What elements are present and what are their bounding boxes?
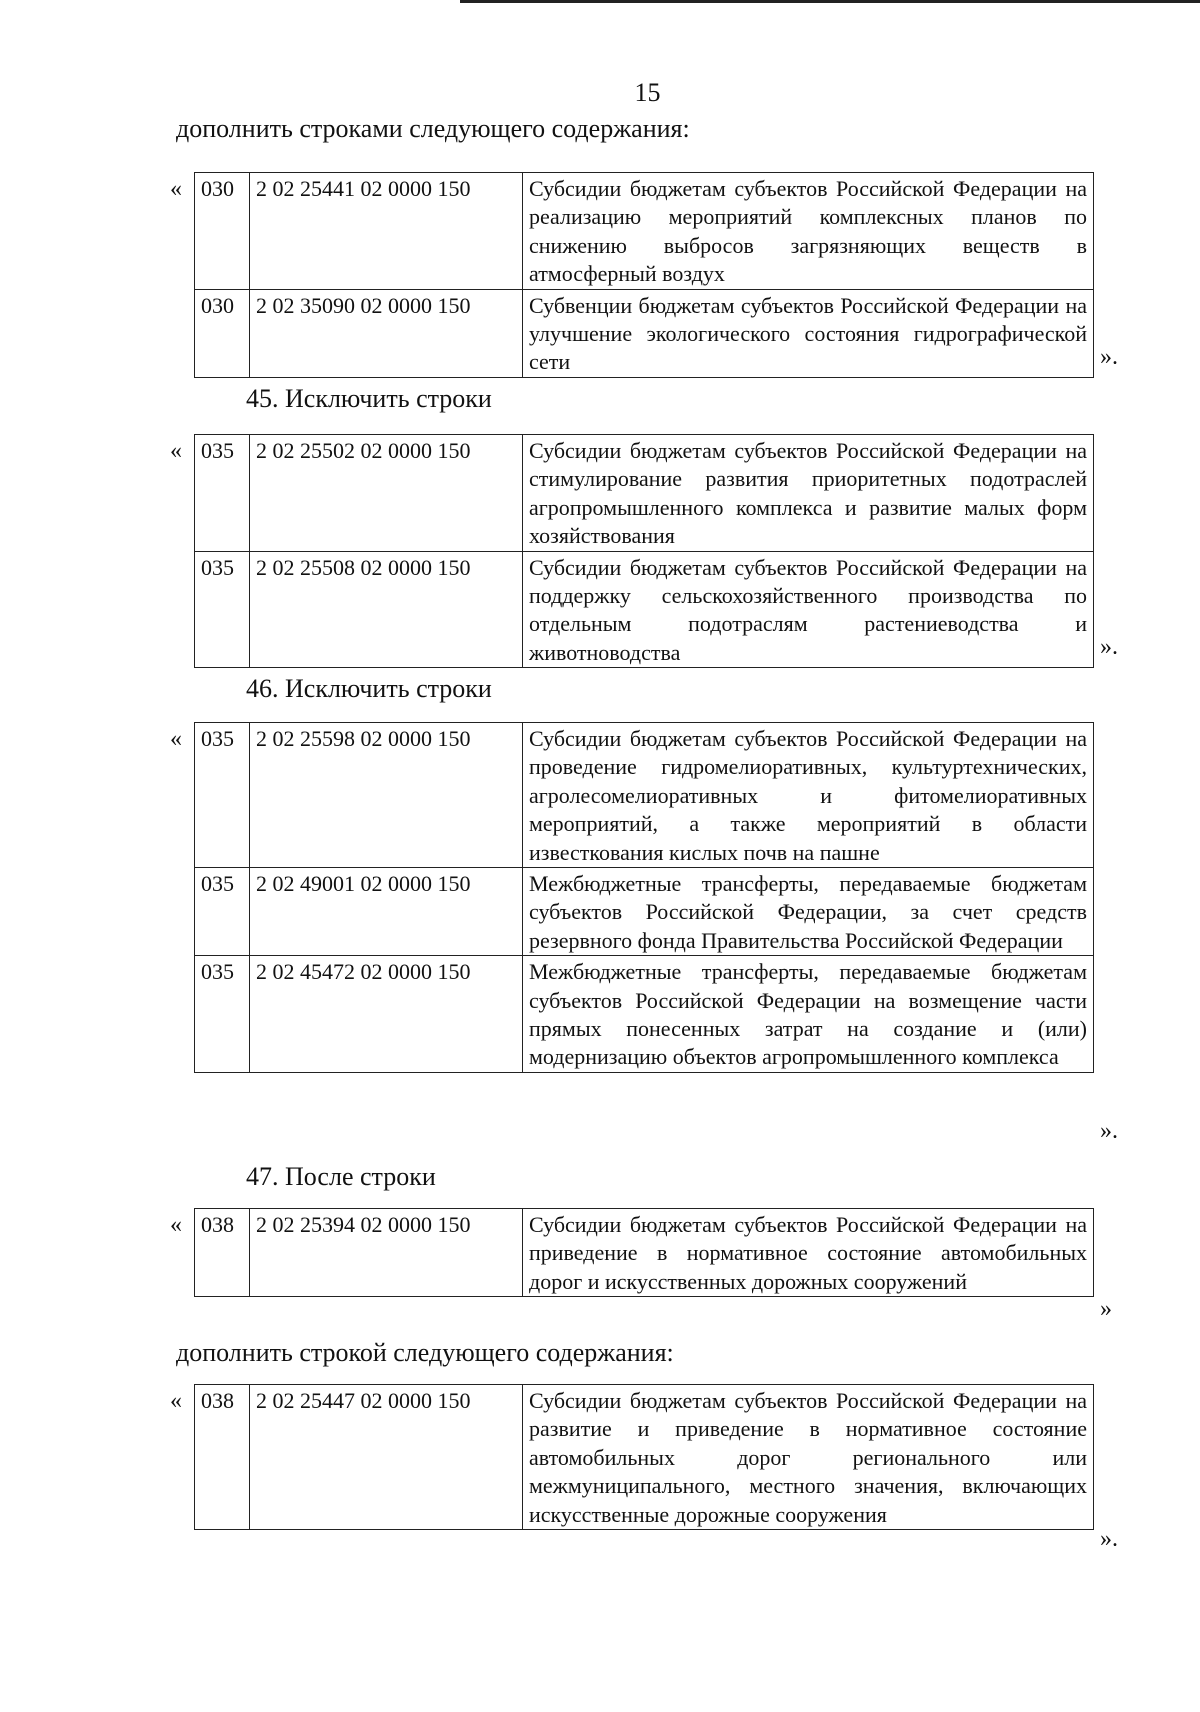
revenue-name: Межбюджетные трансферты, передаваемые бюджетам субъектов Российской Федерации на возмещение части прямых понесенных затрат на создание и (или) модернизацию объектов агропромышленного комплекса	[523, 956, 1094, 1073]
budget-code: 2 02 25394 02 0000 150	[250, 1209, 523, 1297]
page-number: 15	[634, 78, 661, 107]
admin-code: 030	[195, 289, 250, 377]
open-quote: «	[170, 176, 182, 202]
admin-code: 038	[195, 1209, 250, 1297]
open-quote: «	[170, 726, 182, 752]
table-row	[195, 723, 1094, 868]
amendment-block	[170, 722, 1130, 1152]
budget-code-table	[194, 434, 1094, 668]
admin-code: 035	[195, 723, 250, 868]
revenue-name: Субсидии бюджетам субъектов Российской Федерации на стимулирование развития приоритетных подотраслей агропромышленного комплекса и развитие малых форм хозяйствования	[523, 435, 1094, 552]
admin-code: 038	[195, 1385, 250, 1530]
budget-code: 2 02 25447 02 0000 150	[250, 1385, 523, 1530]
close-quote: ».	[1100, 1526, 1118, 1552]
revenue-name: Субсидии бюджетам субъектов Российской Федерации на поддержку сельскохозяйственного производства по отдельным подотраслям растениеводства и животноводства	[523, 551, 1094, 668]
section-heading: дополнить строкой следующего содержания:	[176, 1338, 674, 1367]
open-quote: «	[170, 438, 182, 464]
revenue-name: Субсидии бюджетам субъектов Российской Федерации на развитие и приведение в нормативное состояние автомобильных дорог регионального или межмуниципального, местного значения, включающих искусственные дорожные сооружения	[523, 1385, 1094, 1530]
section-heading: дополнить строками следующего содержания:	[176, 114, 690, 143]
table-row	[195, 956, 1094, 1073]
top-rule	[460, 0, 1200, 3]
budget-code: 2 02 25502 02 0000 150	[250, 435, 523, 552]
admin-code: 035	[195, 868, 250, 956]
budget-code: 2 02 49001 02 0000 150	[250, 868, 523, 956]
admin-code: 035	[195, 551, 250, 668]
amendment-block	[170, 434, 1130, 664]
open-quote: «	[170, 1212, 182, 1238]
admin-code: 030	[195, 173, 250, 290]
table-row	[195, 551, 1094, 668]
admin-code: 035	[195, 956, 250, 1073]
section-heading: 47. После строки	[246, 1162, 436, 1191]
amendment-block	[170, 1208, 1130, 1338]
budget-code: 2 02 25441 02 0000 150	[250, 173, 523, 290]
budget-code-table	[194, 722, 1094, 1073]
budget-code: 2 02 45472 02 0000 150	[250, 956, 523, 1073]
budget-code-table	[194, 172, 1094, 378]
close-quote: »	[1100, 1296, 1112, 1322]
revenue-name: Субсидии бюджетам субъектов Российской Федерации на проведение гидромелиоративных, культуртехнических, агролесомелиоративных и фитомелиоративных мероприятий, а также мероприятий в области известкования кислых почв на пашне	[523, 723, 1094, 868]
section-heading: 46. Исключить строки	[246, 674, 492, 703]
table-row	[195, 173, 1094, 290]
budget-code-table	[194, 1208, 1094, 1297]
revenue-name: Субсидии бюджетам субъектов Российской Федерации на приведение в нормативное состояние автомобильных дорог и искусственных дорожных сооружений	[523, 1209, 1094, 1297]
close-quote: ».	[1100, 1118, 1118, 1144]
budget-code-table	[194, 1384, 1094, 1530]
budget-code: 2 02 25508 02 0000 150	[250, 551, 523, 668]
open-quote: «	[170, 1388, 182, 1414]
amendment-block	[170, 1384, 1130, 1554]
table-row	[195, 1209, 1094, 1297]
revenue-name: Межбюджетные трансферты, передаваемые бюджетам субъектов Российской Федерации, за счет средств резервного фонда Правительства Российской Федерации	[523, 868, 1094, 956]
revenue-name: Субсидии бюджетам субъектов Российской Федерации на реализацию мероприятий комплексных планов по снижению выбросов загрязняющих веществ в атмосферный воздух	[523, 173, 1094, 290]
amendment-block	[170, 172, 1130, 375]
close-quote: ».	[1100, 634, 1118, 660]
budget-code: 2 02 35090 02 0000 150	[250, 289, 523, 377]
table-row	[195, 1385, 1094, 1530]
section-heading: 45. Исключить строки	[246, 384, 492, 413]
table-row	[195, 289, 1094, 377]
table-row	[195, 868, 1094, 956]
budget-code: 2 02 25598 02 0000 150	[250, 723, 523, 868]
admin-code: 035	[195, 435, 250, 552]
table-row	[195, 435, 1094, 552]
revenue-name: Субвенции бюджетам субъектов Российской Федерации на улучшение экологического состояния гидрографической сети	[523, 289, 1094, 377]
close-quote: ».	[1100, 344, 1118, 370]
